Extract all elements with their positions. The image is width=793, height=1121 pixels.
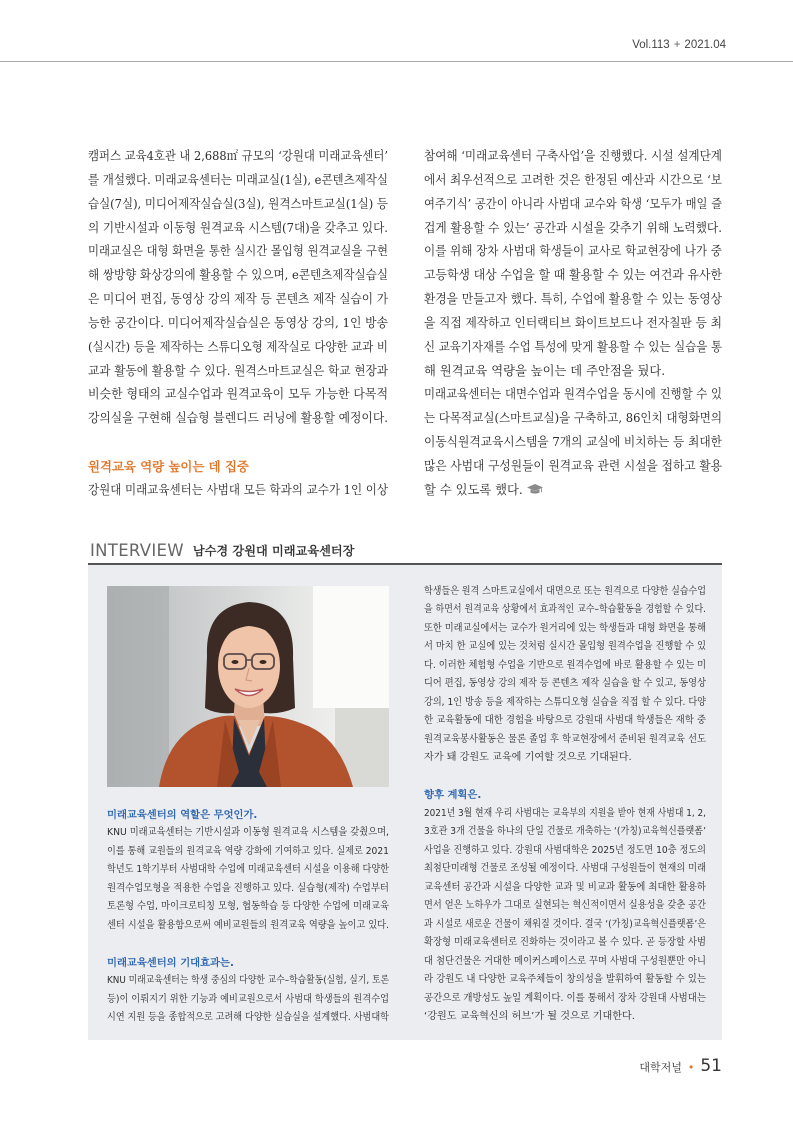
text-line: 교과 활동에 활용할 수 있다. 원격스마트교실은 학교 현장과: [88, 363, 388, 378]
footer-bullet: •: [687, 1061, 695, 1074]
text-line: 습실(7실), 미디어제작실습실(3실), 원격스마트교실(1실) 등: [88, 196, 388, 211]
text-line: 강원대 미래교육센터는 사범대 모든 학과의 교수가 1인 이상: [88, 482, 388, 497]
text-line: KNU 미래교육센터는 학생 중심의 다양한 교수–학습활동(실험, 실기, 토론: [107, 975, 389, 987]
text-line: 능한 공간이다. 미디어제작실습실은 동영상 강의, 1인 방송: [88, 315, 388, 330]
article-left-column: [88, 145, 388, 503]
portrait-photo: [107, 586, 389, 787]
text-line: 라 강원도 내 다양한 교육주체들이 창의성을 발휘하여 활동할 수 있는: [424, 974, 706, 986]
text-line: 원격수업모형을 적용한 수업을 진행하고 있다. 실습형(제작) 수업부터: [107, 882, 389, 894]
text-line: 시연 지원 등을 종합적으로 고려해 다양한 실습실을 설계했다. 사범대학: [107, 1012, 389, 1024]
text-line: (실시간) 등을 제작하는 스튜디오형 제작실로 다양한 교과 비: [88, 339, 388, 354]
issue-info: [632, 37, 726, 53]
page-number: 51: [700, 1056, 722, 1076]
text-line: 해 쌍방향 화상강의에 활용할 수 있으며, e콘텐츠제작실습실: [88, 268, 388, 283]
text-line: KNU 미래교육센터는 기반시설과 이동형 원격교육 시스템을 갖췄으며,: [107, 827, 389, 839]
text-line: 캠퍼스 교육4호관 내 2,688㎡ 규모의 ‘강원대 미래교육센터’: [88, 149, 388, 163]
text-line: 해 원격교육 역량을 높이는 데 주안점을 뒀다.: [424, 363, 666, 378]
text-line: 공간으로 개방성도 높일 계획이다. 이를 통해서 장차 강원대 사범대는: [424, 992, 706, 1004]
text-line: 확장형 미래교육센터로 진화하는 것이라고 볼 수 있다. 곧 등장할 사범: [424, 937, 706, 949]
text-line: 3호관 3개 건물을 하나의 단일 건물로 개축하는 ‘(가칭)교육혁신플랫폼’: [424, 826, 706, 838]
text-line: 를 개설했다. 미래교육센터는 미래교실(1실), e콘텐츠제작실: [88, 172, 388, 187]
issue-separator: +: [673, 39, 681, 51]
text-line: 최첨단미래형 건물로 조성될 예정이다. 사범대 구성원들이 현재의 미래: [424, 863, 706, 875]
text-line: 고등학생 대상 수업을 할 때 활용할 수 있는 여건과 유사한: [424, 268, 722, 283]
text-line: 미래교육센터는 대면수업과 원격수업을 동시에 진행할 수 있: [424, 387, 722, 402]
text-line: 디어 편집, 동영상 강의 제작 등 콘텐츠 제작 실습을 할 수 있고, 동영상: [424, 678, 706, 690]
text-line: 미래교실은 대형 화면을 통한 실시간 몰입형 원격교실을 구현: [88, 244, 388, 259]
interview-right-column: [424, 583, 706, 1027]
text-line: 을 직접 제작하고 인터랙티브 화이트보드나 전자칠판 등 최: [424, 315, 722, 330]
text-line: 대 첨단건물은 거대한 메이커스페이스로 꾸며 사범대 구성원뿐만 아니: [424, 955, 706, 967]
page-footer: [639, 1056, 722, 1076]
article-right-column: [424, 145, 722, 504]
text-line: 다. 이러한 체험형 수업을 기반으로 원격수업에 바로 활용할 수 있는 미: [424, 659, 706, 671]
text-line: 은 미디어 편집, 동영상 강의 제작 등 콘텐츠 제작 실습이 가: [88, 292, 388, 307]
text-line: 을 하면서 원격교육 상황에서 효과적인 교수–학습활동을 경험할 수 있다.: [424, 604, 706, 616]
graduation-cap-icon: [527, 480, 543, 504]
text-line: 학생들은 원격 스마트교실에서 대면으로 또는 원격으로 다양한 실습수업: [424, 585, 706, 597]
text-line: 교육센터 공간과 시설을 다양한 교과 및 비교과 활동에 최대한 활용하: [424, 881, 706, 893]
text-line: 등)이 이뤄지기 위한 기능과 예비교원으로서 사범대 학생들의 원격수업: [107, 993, 389, 1005]
section-subheading: 원격교육 역량 높이는 데 집중: [88, 459, 249, 475]
text-line: 토론형 수업, 마이크로티칭 모형, 협동학습 등 다양한 수업에 미래교육: [107, 901, 389, 913]
text-line: 강의, 1인 방송 등을 제작하는 스튜디오형 실습을 직접 할 수 있다. 다양: [424, 696, 706, 708]
text-line: 센터 시설을 활용함으로써 예비교원들의 원격교육 역량을 높이고 있다.: [107, 919, 389, 931]
magazine-name: 대학저널: [639, 1061, 682, 1074]
text-line: 자가 돼 강원도 교육에 기여할 것으로 기대된다.: [424, 752, 632, 764]
interview-question: 향후 계획은.: [424, 789, 482, 802]
issue-number: Vol.113: [632, 39, 670, 51]
text-line: 강의실을 구현해 실습형 블렌디드 러닝에 활용할 예정이다.: [88, 411, 388, 426]
text-line-content: 할 수 있도록 했다.: [424, 482, 523, 497]
text-line: 환경을 만들고자 했다. 특히, 수업에 활용할 수 있는 동영상: [424, 292, 722, 307]
interviewee-name: 남수경 강원대 미래교육센터장: [192, 543, 355, 558]
text-line: 이동식원격교육시스템을 7개의 교실에 비치하는 등 최대한: [424, 435, 722, 450]
interview-label: INTERVIEW: [90, 540, 184, 560]
text-line: 많은 사범대 구성원들이 원격교육 관련 시설을 접하고 활용: [424, 458, 722, 473]
text-line: 이를 위해 장차 사범대 학생들이 교사로 학교현장에 나가 중: [424, 244, 722, 259]
text-line: 비슷한 형태의 교실수업과 원격교육이 모두 가능한 다목적: [88, 387, 388, 402]
text-line: 참여해 ‘미래교육센터 구축사업’을 진행했다. 시설 설계단계: [424, 149, 722, 163]
text-line: 의 기반시설과 이동형 원격교육 시스템(7대)을 갖추고 있다.: [88, 220, 388, 235]
text-line: 는 다목적교실(스마트교실)을 구축하고, 86인치 대형화면의: [424, 411, 722, 426]
text-line: ‘강원도 교육혁신의 허브’가 될 것으로 기대한다.: [424, 1011, 635, 1023]
header-rule: [0, 61, 793, 62]
text-line: 한 교육활동에 대한 경험을 바탕으로 강원대 사범대 학생들은 재학 중: [424, 715, 706, 727]
text-line: 겁게 활용할 수 있는’ 공간과 시설을 갖추기 위해 노력했다.: [424, 220, 722, 235]
text-line: 신 교육기자재를 수업 특성에 맞게 활용할 수 있는 실습을 통: [424, 339, 722, 354]
text-line: 여주기식’ 공간이 아니라 사범대 교수와 학생 ‘모두가 매일 즐: [424, 196, 722, 211]
text-line: 사업을 진행하고 있다. 강원대 사범대학은 2025년 정도면 10층 정도의: [424, 844, 706, 856]
interview-left-column: [107, 806, 389, 1028]
text-line: 또한 미래교실에서는 교수가 원거리에 있는 학생들과 대형 화면을 통해: [424, 622, 706, 634]
text-line: 서 마치 한 교실에 있는 것처럼 실시간 몰입형 원격수업을 진행할 수 있: [424, 641, 706, 653]
interview-header: [90, 538, 354, 562]
text-line: 학년도 1학기부터 사범대학 수업에 미래교육센터 시설을 이용해 다양한: [107, 864, 389, 876]
text-line: 이를 통해 교원들의 원격교육 역량 강화에 기여하고 있다. 실제로 2021: [107, 845, 389, 857]
text-line: 에서 최우선적으로 고려한 것은 한정된 예산과 시간으로 ‘보: [424, 172, 722, 187]
interview-question: 미래교육센터의 역할은 무엇인가.: [107, 808, 258, 821]
text-line: 원격교육봉사활동은 물론 졸업 후 학교현장에서 준비된 원격교육 선도: [424, 733, 706, 745]
text-line: 면서 얻은 노하우가 그대로 실현되는 혁신적이면서 실용성을 갖춘 공간: [424, 900, 706, 912]
issue-date: 2021.04: [684, 39, 726, 51]
interview-question: 미래교육센터의 기대효과는.: [107, 956, 234, 969]
text-line: 2021년 3월 현재 우리 사범대는 교육부의 지원을 받아 현재 사범대 1, 2,: [424, 807, 706, 819]
text-line: 과 시설로 새로운 건물이 채워질 것이다. 결국 ‘(가칭)교육혁신플랫폼’은: [424, 918, 706, 930]
text-line-final: [424, 479, 722, 504]
